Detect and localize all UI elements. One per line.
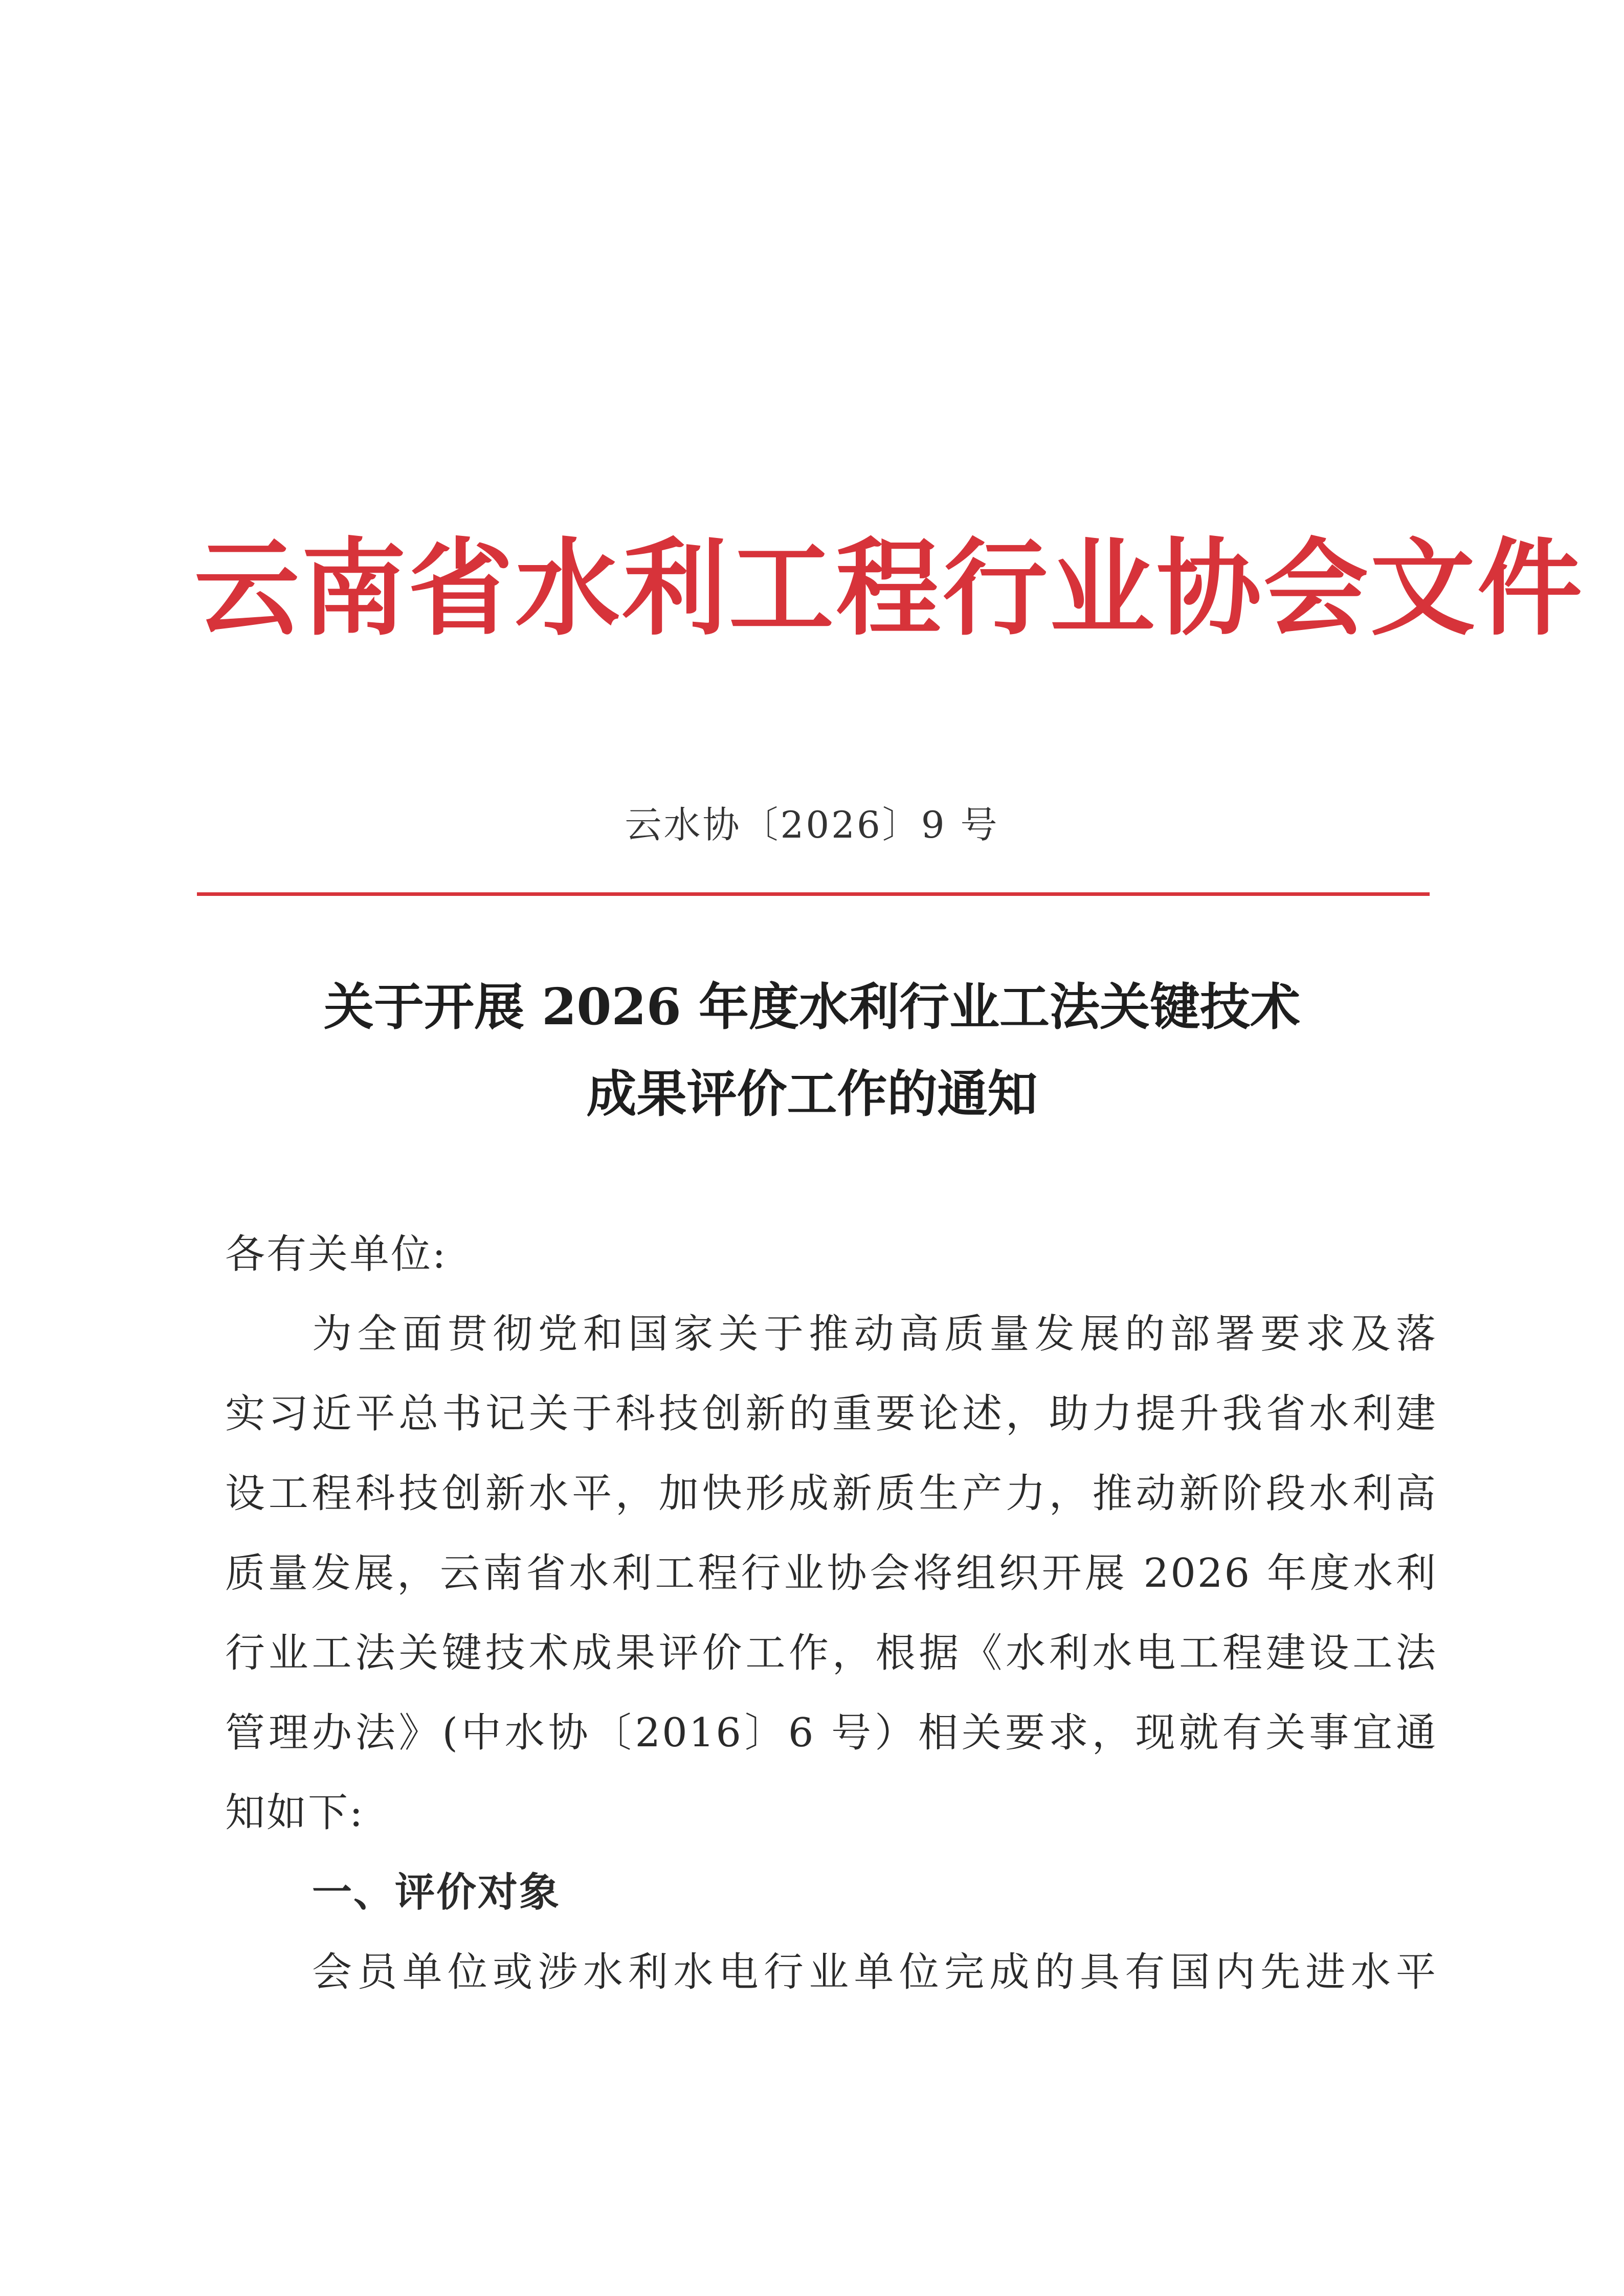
notice-title-line-1: 关于开展 2026 年度水利行业工法关键技术	[324, 978, 1300, 1037]
salutation: 各有关单位:	[225, 1231, 448, 1277]
section-heading: 一、评价对象	[312, 1870, 561, 1916]
red-divider-line	[197, 892, 1430, 896]
notice-title	[153, 964, 1471, 1138]
notice-title-line-2: 成果评价工作的通知	[586, 1065, 1038, 1123]
body-line-5: 行业工法关键技术成果评价工作，根据《水利水电工程建设工法	[225, 1630, 1437, 1676]
masthead-title: 云南省水利工程行业协会文件	[194, 528, 1584, 650]
body-line-3: 设工程科技创新水平，加快形成新质生产力，推动新阶段水利高	[225, 1471, 1437, 1517]
body-line-2: 实习近平总书记关于科技创新的重要论述，助力提升我省水利建	[225, 1391, 1437, 1437]
section-first-line: 会员单位或涉水利水电行业单位完成的具有国内先进水平	[312, 1949, 1437, 1995]
body-line-1: 为全面贯彻党和国家关于推动高质量发展的部署要求及落	[312, 1311, 1437, 1357]
body-line-6: 管理办法》(中水协〔2016〕6 号）相关要求，现就有关事宜通	[225, 1710, 1437, 1756]
body-line-4: 质量发展，云南省水利工程行业协会将组织开展 2026 年度水利	[225, 1550, 1437, 1596]
document-number: 云水协〔2026〕9 号	[625, 803, 999, 846]
notice-body	[225, 1214, 1437, 2012]
body-line-7: 知如下:	[225, 1790, 365, 1836]
